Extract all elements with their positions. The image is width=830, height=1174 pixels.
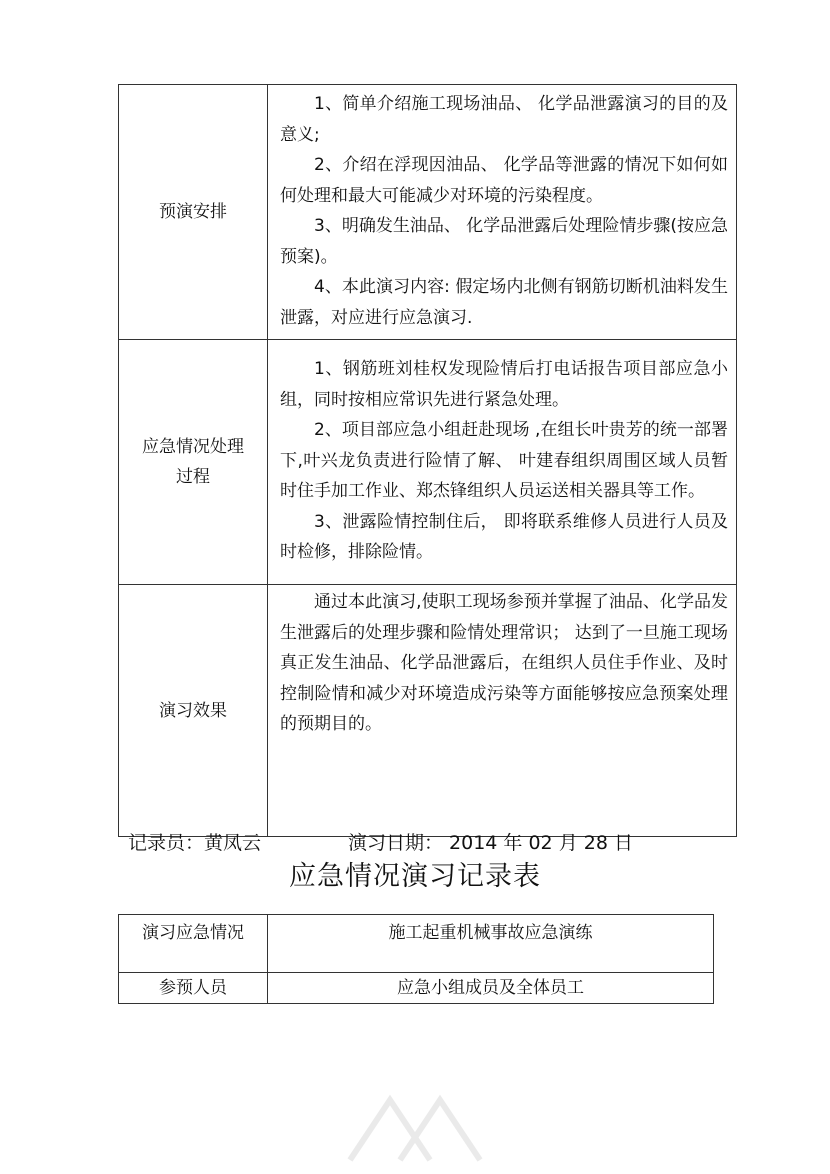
paragraph: 2、介绍在浮现因油品、 化学品等泄露的情况下如何如何处理和最大可能减少对环境的污染程度。 — [280, 155, 728, 206]
row-content — [268, 85, 737, 340]
row-label: 演习应急情况 — [119, 915, 268, 973]
paragraph: 1、钢筋班刘桂权发现险情后打电话报告项目部应急小组，同时按相应常识先进行紧急处理。 — [280, 359, 728, 410]
table-row — [119, 915, 714, 973]
row-value: 施工起重机械事故应急演练 — [268, 915, 714, 973]
label-line: 应急情况处理 — [142, 437, 244, 457]
table-row — [119, 340, 737, 585]
table-row — [119, 585, 737, 837]
paragraph: 通过本此演习,使职工现场参预并掌握了油品、化学品发生泄露后的处理步骤和险情处理常识； 达到了一旦施工现场真正发生油品、化学品泄露后，在组织人员住手作业、及时控制险情和减少对环境造成污染等方面能够按应急预案处理的预期目的。 — [280, 592, 728, 734]
paragraph: 2、项目部应急小组赶赴现场 ,在组长叶贵芳的统一部署下,叶兴龙负责进行险情了解、 叶建春组织周围区域人员暂时住手加工作业、郑杰锋组织人员运送相关器具等工作。 — [280, 420, 728, 502]
label-line: 演习效果 — [159, 700, 227, 721]
paragraph: 4、本此演习内容: 假定场内北侧有钢筋切断机油料发生泄露，对应进行应急演习. — [280, 277, 728, 328]
label-line: 过程 — [176, 467, 210, 487]
row-content — [268, 585, 737, 837]
row-value: 应急小组成员及全体员工 — [268, 973, 714, 1004]
paragraph: 1、简单介绍施工现场油品、 化学品泄露演习的目的及意义; — [280, 94, 728, 145]
drill-date: 演习日期： 2014 年 02 月 28 日 — [348, 832, 633, 854]
row-label — [119, 85, 268, 340]
label-line: 预演安排 — [159, 202, 227, 222]
table-row — [119, 973, 714, 1004]
watermark-mark — [330, 1080, 490, 1170]
paragraph: 3、泄露险情控制住后， 即将联系维修人员进行人员及时检修，排除险情。 — [280, 511, 728, 563]
record-footer — [128, 828, 633, 855]
row-label — [119, 585, 268, 837]
row-content — [268, 340, 737, 585]
table-row — [119, 85, 737, 340]
page-title: 应急情况演习记录表 — [289, 861, 541, 892]
row-label — [119, 340, 268, 585]
paragraph: 3、明确发生油品、 化学品泄露后处理险情步骤(按应急预案)。 — [280, 216, 728, 267]
drill-summary-table — [118, 914, 714, 1004]
drill-record-table — [118, 84, 737, 837]
row-label: 参预人员 — [119, 973, 268, 1004]
recorder-signature: 记录员：黄凤云 — [128, 832, 262, 854]
